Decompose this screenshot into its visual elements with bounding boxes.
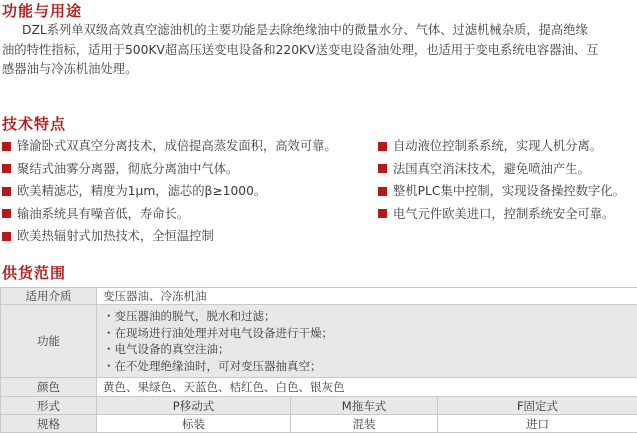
feature-item: 电气元件欧美进口，控制系统安全可靠。 bbox=[378, 203, 625, 226]
features-left-list bbox=[2, 135, 337, 248]
form-value-mobile: P移动式 bbox=[97, 397, 291, 415]
square-bullet-icon bbox=[378, 142, 387, 151]
function-line: ・在不处理绝缘油时，可对变压器抽真空； bbox=[103, 358, 322, 373]
square-bullet-icon bbox=[2, 187, 11, 196]
spec-value-imported: 进口 bbox=[438, 415, 637, 433]
feature-item: 输油系统具有噪音低，寿命长。 bbox=[2, 203, 337, 226]
feature-item: 自动液位控制系系统，实现人机分离。 bbox=[378, 135, 625, 158]
function-label: 功能 bbox=[1, 305, 97, 378]
square-bullet-icon bbox=[378, 209, 387, 218]
features-section-title: 技术特点 bbox=[2, 115, 67, 133]
feature-item: 聚结式油雾分离器，彻底分离油中气体。 bbox=[2, 158, 337, 181]
spec-value-mixed: 混装 bbox=[291, 415, 438, 433]
function-section-title: 功能与用途 bbox=[2, 2, 83, 20]
table-row-form bbox=[1, 397, 637, 415]
square-bullet-icon bbox=[2, 142, 11, 151]
table-row-spec bbox=[1, 415, 637, 433]
function-paragraph-line-3: 感器油与冷冻机油处理。 bbox=[2, 62, 138, 76]
form-value-fixed: F固定式 bbox=[438, 397, 637, 415]
color-value: 黄色、果绿色、天蓝色、桔红色、白色、银灰色 bbox=[97, 378, 637, 397]
feature-item: 整机PLC集中控制，实现设备操控数字化。 bbox=[378, 180, 625, 203]
function-paragraph-line-1: DZL系列单双级高效真空滤油机的主要功能是去除绝缘油中的微量水分、气体、过滤机械杂质，提高绝缘 bbox=[22, 23, 588, 37]
square-bullet-icon bbox=[378, 164, 387, 173]
media-label: 适用介质 bbox=[1, 288, 97, 305]
feature-item: 欧美热辐射式加热技术，全恒温控制 bbox=[2, 225, 337, 248]
table-row-color bbox=[1, 378, 637, 397]
function-line: ・电气设备的真空注油； bbox=[103, 342, 230, 356]
supply-table bbox=[0, 287, 637, 433]
table-row-function bbox=[1, 305, 637, 378]
function-value bbox=[97, 305, 637, 378]
square-bullet-icon bbox=[2, 164, 11, 173]
supply-section-title: 供货范围 bbox=[2, 264, 67, 282]
color-label: 颜色 bbox=[1, 378, 97, 397]
function-line: ・变压器油的脱气，脱水和过滤； bbox=[103, 309, 276, 323]
feature-item: 欧美精滤芯，精度为1μm，滤芯的β≥1000。 bbox=[2, 180, 337, 203]
form-label: 形式 bbox=[1, 397, 97, 415]
function-paragraph bbox=[2, 21, 634, 80]
feature-item: 法国真空消沫技术，避免喷油产生。 bbox=[378, 158, 625, 181]
feature-item: 锋渝卧式双真空分离技术，成倍提高蒸发面积，高效可靠。 bbox=[2, 135, 337, 158]
form-value-trailer: M拖车式 bbox=[291, 397, 438, 415]
media-value: 变压器油、冷冻机油 bbox=[97, 288, 637, 305]
features-right-list bbox=[378, 135, 625, 225]
square-bullet-icon bbox=[2, 209, 11, 218]
square-bullet-icon bbox=[2, 232, 11, 241]
spec-value-standard: 标装 bbox=[97, 415, 291, 433]
spec-label: 规格 bbox=[1, 415, 97, 433]
function-line: ・在现场进行油处理并对电气设备进行干燥； bbox=[103, 325, 333, 340]
function-paragraph-line-2: 油的特性指标，适用于500KV超高压送变电设备和220KV送变电设备油处理，也适用于变电系统电容器油、互 bbox=[2, 42, 599, 57]
square-bullet-icon bbox=[378, 187, 387, 196]
table-row-media bbox=[1, 288, 637, 305]
